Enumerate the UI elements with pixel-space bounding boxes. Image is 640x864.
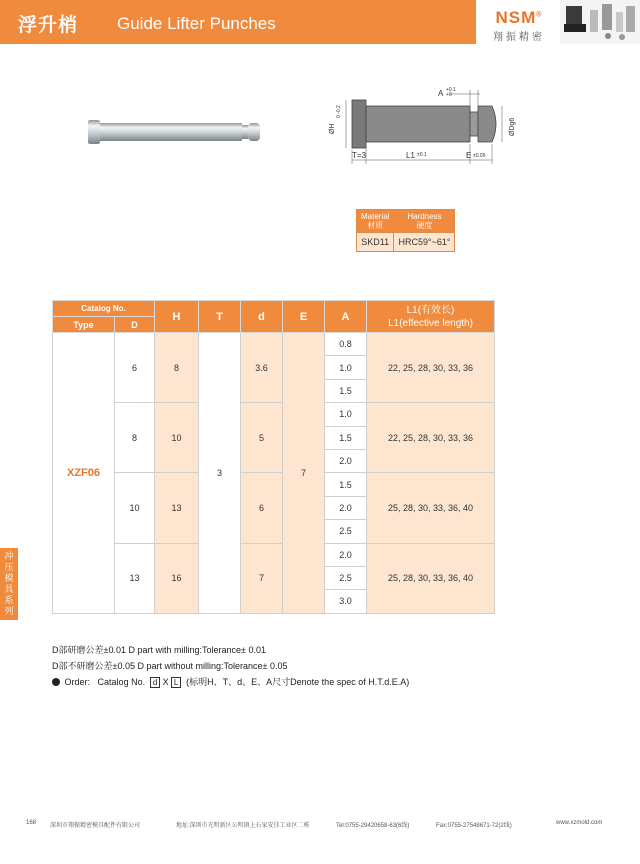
dim-H-tol: 0 -0.2: [336, 105, 342, 118]
A-cell: 1.5: [325, 473, 367, 496]
order-note: (标明H、T、d、E、A尺寸Denote the spec of H.T.d.E.A): [186, 677, 410, 687]
title-cn: 浮升梢: [18, 14, 79, 36]
order-line: [52, 674, 409, 690]
H-cell: 8: [155, 333, 199, 403]
dim-L1-tol: ±0.1: [417, 152, 427, 158]
order-box-d: d: [150, 677, 160, 688]
d-header: d: [241, 301, 283, 333]
A-cell: 2.5: [325, 520, 367, 543]
table-row: [53, 473, 495, 496]
dim-E-tol: ±0.05: [473, 153, 486, 159]
material-value: SKD11: [357, 233, 394, 252]
order-x: X: [162, 677, 169, 687]
L1-header: L1(有效长) L1(effective length): [367, 301, 495, 333]
dim-A-tol-up: +0.1: [446, 87, 456, 93]
page-header: [0, 0, 476, 44]
order-box-L: L: [171, 677, 181, 688]
brand-name: NSM: [495, 8, 537, 27]
footer-tel: Tel:0755-29420658-63(6线): [336, 823, 410, 829]
catalog-no-header: Catalog No.: [53, 301, 155, 317]
order-label: Order:: [64, 677, 91, 687]
product-thumbnail-image: [560, 0, 640, 44]
D-cell: 13: [115, 543, 155, 613]
A-cell: 2.0: [325, 543, 367, 566]
dim-T: T=3: [352, 151, 367, 160]
D-cell: 8: [115, 403, 155, 473]
T-cell: 3: [199, 333, 241, 614]
page-number: 168: [26, 820, 37, 826]
dim-A: A: [438, 89, 444, 98]
H-cell: 13: [155, 473, 199, 543]
dim-E: E: [466, 151, 472, 160]
A-cell: 2.5: [325, 566, 367, 589]
page-footer: [0, 812, 640, 834]
D-header: D: [115, 317, 155, 333]
technical-drawing: [320, 82, 530, 168]
A-cell: 2.0: [325, 449, 367, 472]
A-header: A: [325, 301, 367, 333]
note-no-milling: D部不研磨公差±0.05 D part without milling:Tolerance± 0.05: [52, 661, 288, 671]
table-row: [53, 403, 495, 426]
catalog-label: Catalog No.: [97, 677, 146, 687]
D-cell: 6: [115, 333, 155, 403]
table-row: [53, 543, 495, 566]
dim-L1: L1: [406, 151, 415, 160]
note-milling: D部研磨公差±0.01 D part with milling:Tolerance± 0.01: [52, 645, 266, 655]
d-cell: 6: [241, 473, 283, 543]
type-cell: XZF06: [53, 333, 115, 614]
A-cell: 3.0: [325, 590, 367, 613]
spec-table: [52, 300, 495, 614]
hardness-value: HRC59°~61°: [394, 233, 455, 252]
brand-cn: 翔振精密: [493, 32, 545, 43]
registered-mark: ®: [536, 11, 543, 19]
A-cell: 0.8: [325, 333, 367, 356]
footer-company: 深圳市翔振精密模具配件有限公司: [50, 823, 141, 829]
footer-web: www.xzmold.com: [556, 820, 603, 826]
L1-cell: 25, 28, 30, 33, 36, 40: [367, 543, 495, 613]
H-header: H: [155, 301, 199, 333]
table-row: [53, 333, 495, 356]
A-cell: 1.5: [325, 379, 367, 402]
d-cell: 7: [241, 543, 283, 613]
dim-H: ØH: [329, 123, 336, 134]
L1-cell: 25, 28, 30, 33, 36, 40: [367, 473, 495, 543]
notes: [52, 642, 409, 690]
bullet-icon: [52, 678, 60, 686]
product-photo: [86, 112, 266, 152]
dim-Dg6: ØDg6: [509, 117, 516, 136]
side-tab-label: 冲 压 模 具 系 列: [4, 552, 14, 617]
L1-cell: 22, 25, 28, 30, 33, 36: [367, 403, 495, 473]
A-cell: 1.0: [325, 356, 367, 379]
H-cell: 10: [155, 403, 199, 473]
side-tab: [0, 548, 18, 620]
A-cell: 2.0: [325, 496, 367, 519]
title-en: Guide Lifter Punches: [117, 14, 276, 33]
type-header: Type: [53, 317, 115, 333]
hardness-header: Hardness 硬度: [394, 210, 455, 233]
L1-cell: 22, 25, 28, 30, 33, 36: [367, 333, 495, 403]
footer-address: 地址:深圳市光明新区公明镇上石家安佳工业区二栋: [176, 823, 310, 829]
dim-A-tol-low: +0: [446, 92, 452, 98]
A-cell: 1.5: [325, 426, 367, 449]
material-table: [356, 209, 455, 252]
H-cell: 16: [155, 543, 199, 613]
footer-fax: Fax:0755-27548671-72(2线): [436, 823, 512, 829]
D-cell: 10: [115, 473, 155, 543]
brand-logo: [476, 0, 562, 44]
E-header: E: [283, 301, 325, 333]
d-cell: 5: [241, 403, 283, 473]
d-cell: 3.6: [241, 333, 283, 403]
T-header: T: [199, 301, 241, 333]
A-cell: 1.0: [325, 403, 367, 426]
E-cell: 7: [283, 333, 325, 614]
material-header: Material 材质: [357, 210, 394, 233]
